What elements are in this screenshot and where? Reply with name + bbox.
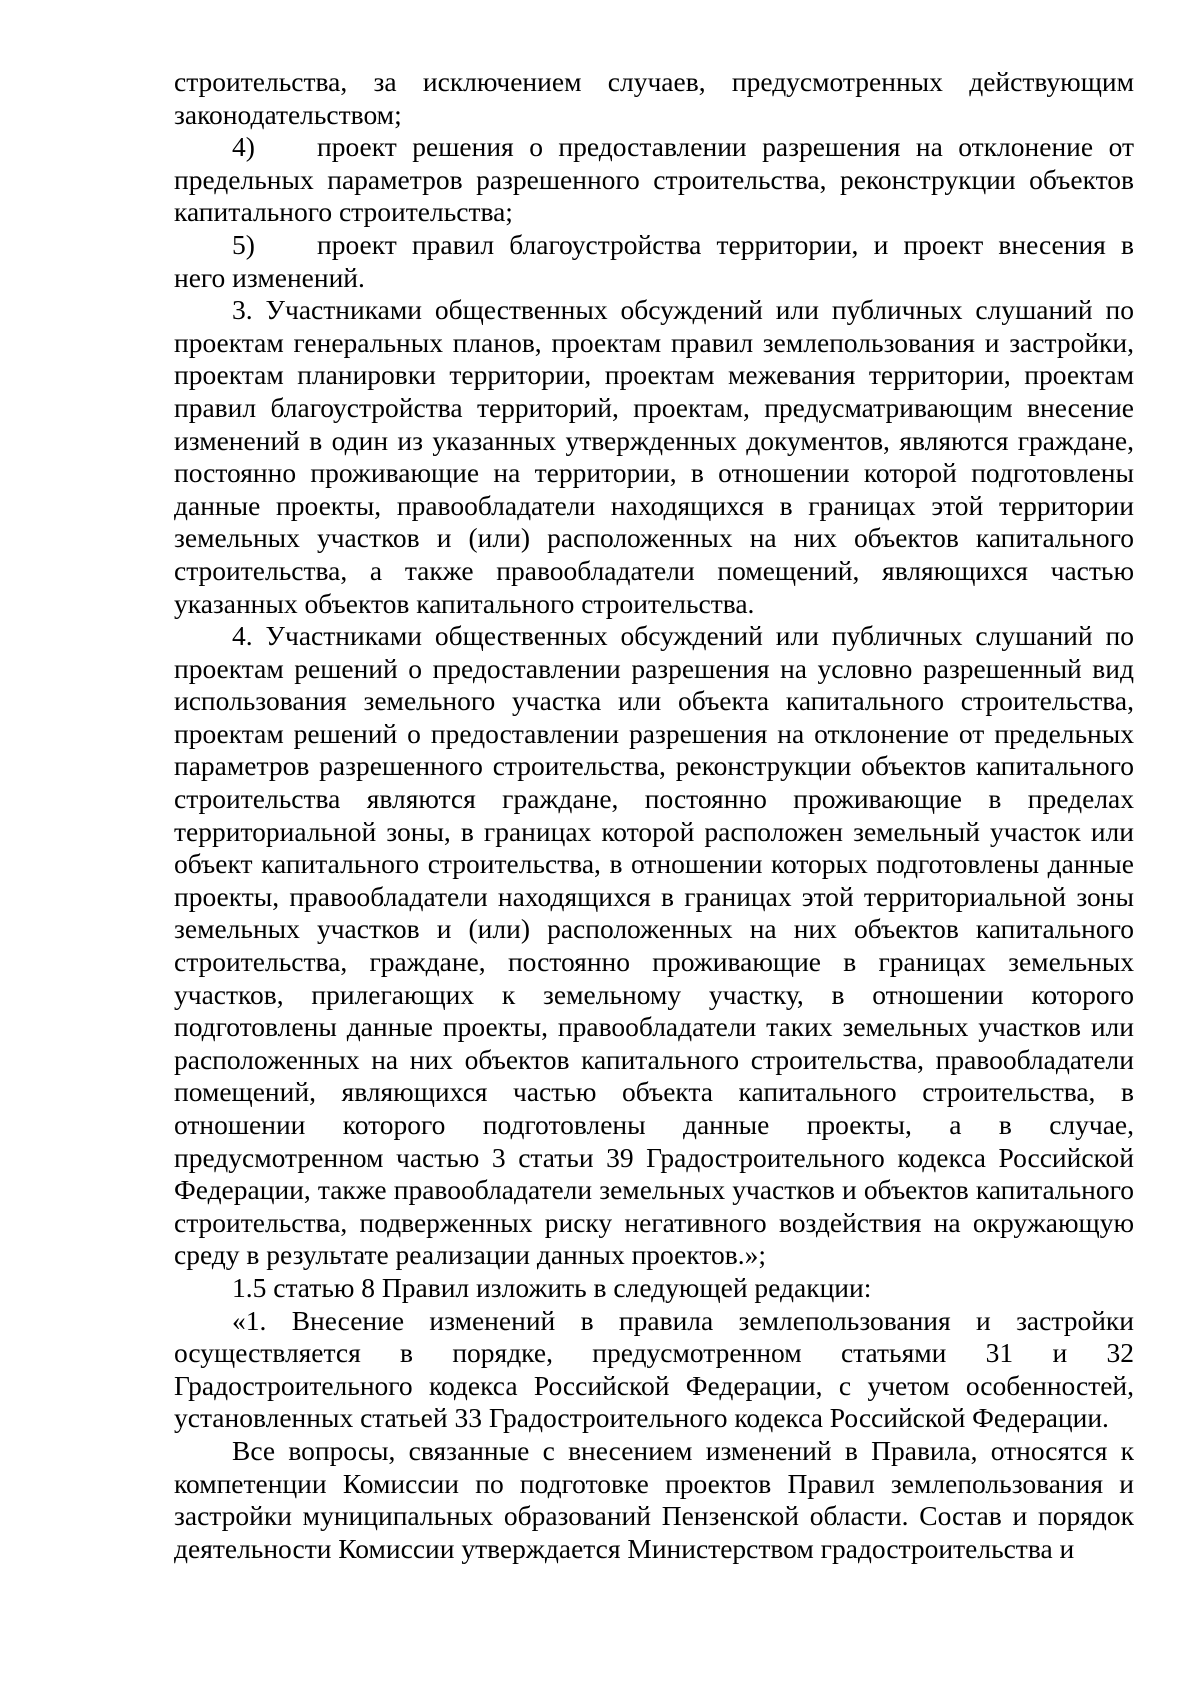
paragraph-4: 4. Участниками общественных обсуждений или публичных слушаний по проектам решений о предоставлении разрешения на условно разрешенный вид использования земельного участка или объекта капитального строительства, проектам решений о предоставлении разрешения на отклонение от предельных параметров разрешенного строительства, реконструкции объектов капитального строительства являются граждане, постоянно проживающие в пределах территориальной зоны, в границах которой расположен земельный участок или объект капитального строительства, в отношении которых подготовлены данные проекты, правообладатели находящихся в границах этой территориальной зоны земельных участков и (или) расположенных на них объектов капитального строительства, граждане, постоянно проживающие в границах земельных участков, прилегающих к земельному участку, в отношении которого подготовлены данные проекты, правообладатели таких земельных участков или расположенных на них объектов капитального строительства, правообладатели помещений, являющихся частью объекта капитального строительства, в отношении которого подготовлены данные проекты, а в случае, предусмотренном частью 3 статьи 39 Градостроительного кодекса Российской Федерации, также правообладатели земельных участков и объектов капитального строительства, подверженных риску негативного воздействия на окружающую среду в результате реализации данных проектов.»;	[174, 620, 1134, 1271]
paragraph-quote-1: «1. Внесение изменений в правила землепользования и застройки осуществляется в порядке, предусмотренном статьями 31 и 32 Градостроительного кодекса Российской Федерации, с учетом особенностей, установленных статьей 33 Градостроительного кодекса Российской Федерации.	[174, 1304, 1134, 1434]
paragraph-1-5: 1.5 статью 8 Правил изложить в следующей редакции:	[232, 1271, 872, 1303]
list-item-4	[174, 131, 1134, 229]
list-item-number: 4)	[232, 131, 255, 163]
paragraph-continuation: строительства, за исключением случаев, предусмотренных действующим законодательством;	[174, 66, 1134, 130]
list-item-number: 5)	[232, 228, 255, 260]
list-item-text: проект правил благоустройства территории, и проект внесения в него изменений.	[174, 228, 1134, 293]
list-item-5	[174, 229, 1134, 294]
paragraph-all-questions: Все вопросы, связанные с внесением изменений в Правила, относятся к компетенции Комиссии по подготовке проектов Правил землепользования и застройки муниципальных образований Пензенской области. Состав и порядок деятельности Комиссии утверждается Министерством градостроительства и	[174, 1434, 1134, 1564]
list-item-text: проект решения о предоставлении разрешения на отклонение от предельных параметров разрешенного строительства, реконструкции объектов капитального строительства;	[174, 131, 1134, 228]
document-page	[174, 66, 1134, 1565]
paragraph-3: 3. Участниками общественных обсуждений или публичных слушаний по проектам генеральных планов, проектам правил землепользования и застройки, проектам планировки территории, проектам межевания территории, проектам правил благоустройства территорий, проектам, предусматривающим внесение изменений в один из указанных утвержденных документов, являются граждане, постоянно проживающие на территории, в отношении которой подготовлены данные проекты, правообладатели находящихся в границах этой территории земельных участков и (или) расположенных на них объектов капитального строительства, а также правообладатели помещений, являющихся частью указанных объектов капитального строительства.	[174, 294, 1134, 619]
